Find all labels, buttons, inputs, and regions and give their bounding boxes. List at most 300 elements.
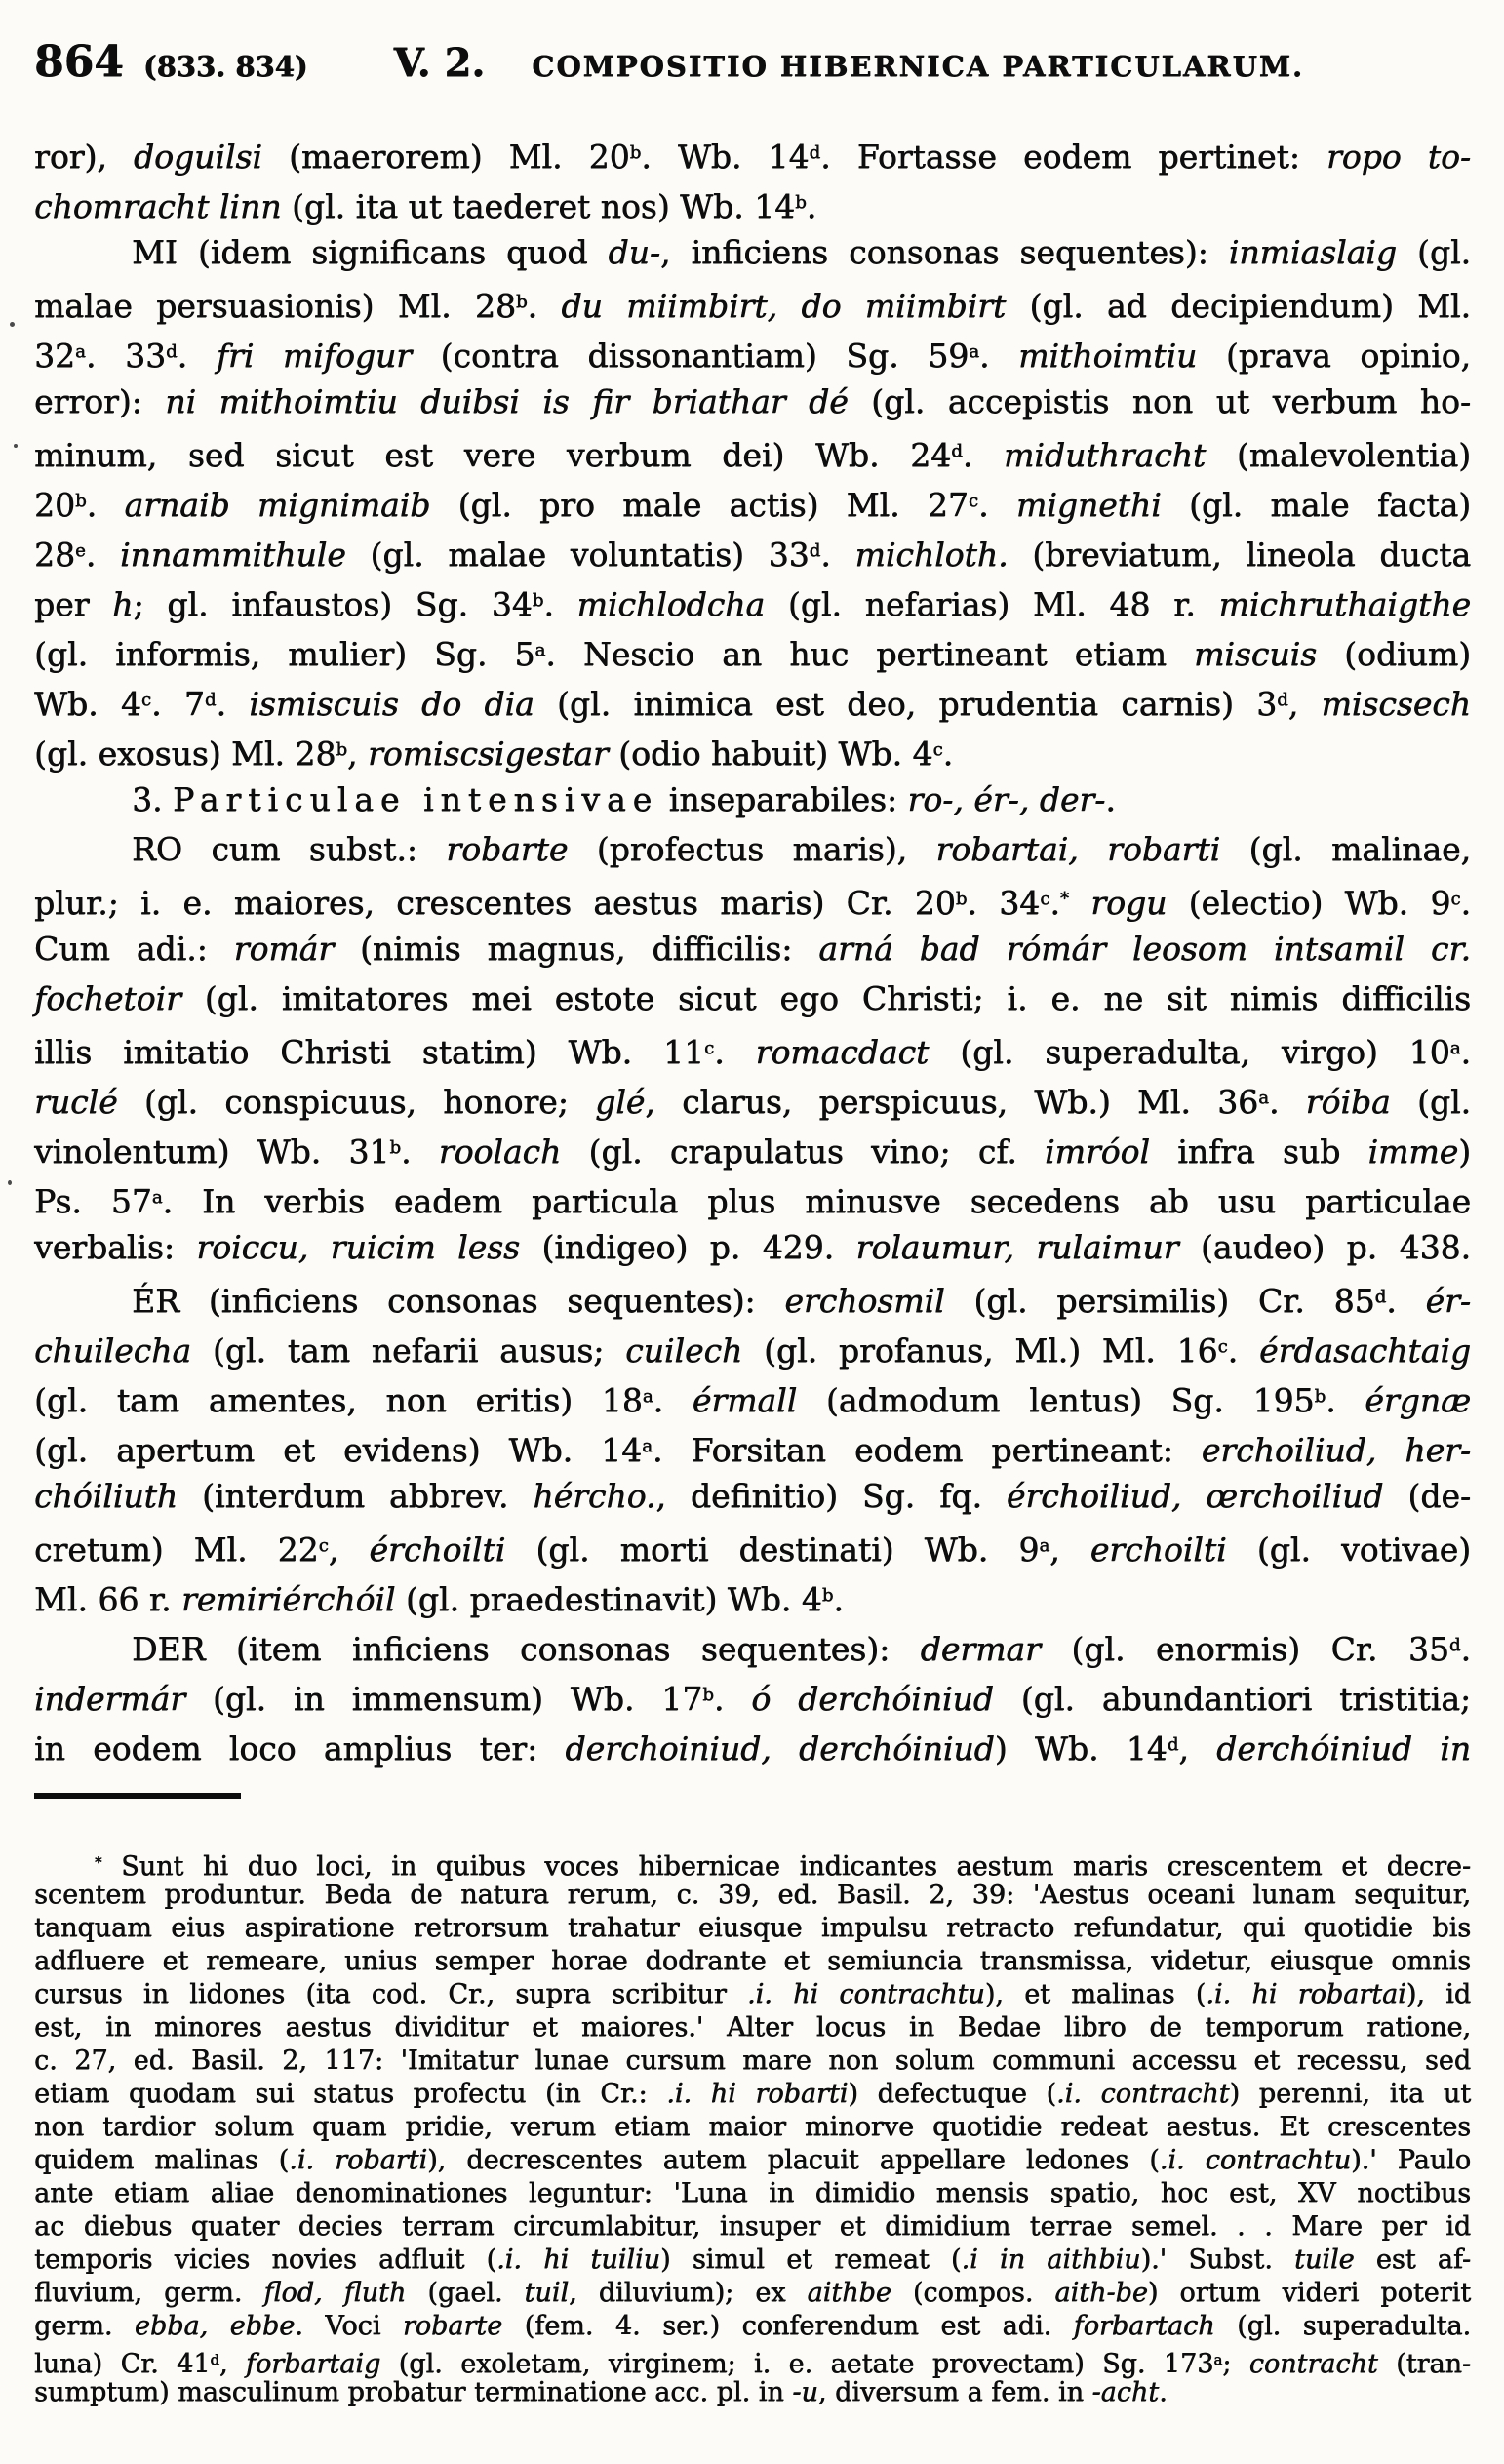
footnote-separator-rule bbox=[34, 1793, 241, 1799]
superscript-text: d bbox=[1167, 1734, 1179, 1755]
superscript-text: d bbox=[210, 2351, 219, 2368]
text-segment: (breviatum, lineola ducta bbox=[1008, 535, 1472, 574]
text-line bbox=[34, 725, 1471, 775]
text-segment: Ml. 66 r. bbox=[34, 1579, 181, 1618]
text-segment: (gl. nefarias) Ml. 48 r. bbox=[765, 584, 1219, 623]
main-text-block bbox=[34, 128, 1471, 1769]
italic-irish-word: imróol bbox=[1044, 1132, 1150, 1171]
text-segment: ) simul et remeat ( bbox=[659, 2245, 962, 2275]
text-segment: (gl. apertum et evidens) Wb. 14 bbox=[34, 1430, 643, 1469]
text-segment: . bbox=[543, 584, 577, 623]
text-segment: 32 bbox=[34, 336, 75, 375]
text-segment: (gl. inimica est deo, prudentia carnis) 3 bbox=[534, 684, 1278, 723]
text-line bbox=[34, 178, 1471, 227]
italic-irish-word: erchoilti bbox=[1089, 1530, 1227, 1569]
text-line bbox=[34, 476, 1471, 526]
text-segment: . bbox=[1460, 1032, 1471, 1071]
text-segment: (gl. votivae) bbox=[1226, 1530, 1472, 1569]
page-number: 864 bbox=[34, 37, 124, 87]
italic-irish-word: michloth. bbox=[854, 535, 1009, 574]
italic-irish-word: arnaib mignimaib bbox=[124, 485, 431, 524]
text-line bbox=[34, 2078, 1471, 2111]
italic-irish-word: érdasachtaig bbox=[1258, 1331, 1471, 1370]
text-segment: . bbox=[942, 734, 954, 773]
italic-irish-word: .i in aithbiu bbox=[961, 2245, 1141, 2275]
text-segment: ), id bbox=[1405, 1979, 1471, 2009]
italic-irish-word: .i. contracht bbox=[1056, 2079, 1230, 2109]
text-segment: (gl. exosus) Ml. 28 bbox=[34, 734, 336, 773]
text-segment: (gl. tam amentes, non eritis) 18 bbox=[34, 1380, 643, 1419]
text-segment: (gael. bbox=[406, 2278, 525, 2308]
text-segment: ) Wb. 14 bbox=[994, 1729, 1168, 1768]
superscript-text: * bbox=[95, 1853, 102, 1871]
text-segment: , bbox=[218, 2349, 246, 2380]
superscript-text: b bbox=[75, 491, 87, 511]
superscript-text: d bbox=[1448, 1635, 1461, 1655]
italic-irish-word: cuilech bbox=[625, 1331, 743, 1370]
italic-irish-word: érchoiliud, œrchoiliud bbox=[1006, 1477, 1384, 1515]
italic-irish-word: ismiscuis do dia bbox=[249, 684, 534, 723]
superscript-text: a bbox=[1449, 1038, 1461, 1058]
text-segment: infra sub bbox=[1149, 1132, 1368, 1171]
text-line bbox=[34, 675, 1471, 725]
italic-irish-word: roiccu, ruicim less bbox=[196, 1228, 520, 1266]
text-segment: , bbox=[1287, 684, 1322, 723]
italic-irish-word: forbartaig bbox=[245, 2349, 381, 2380]
text-segment: (gl. pro male actis) Ml. 27 bbox=[430, 485, 969, 524]
superscript-text: d bbox=[809, 142, 821, 163]
italic-irish-word: ro-, ér-, der- bbox=[907, 780, 1106, 818]
text-segment: etiam quodam sui status profectu (in Cr.: bbox=[34, 2079, 667, 2109]
column-reference: (833. 834) bbox=[142, 50, 308, 83]
italic-irish-word: miscuis bbox=[1194, 634, 1318, 673]
text-line bbox=[34, 2310, 1471, 2343]
superscript-text: d bbox=[951, 441, 963, 461]
text-segment: (gl. conspicuus, honore; bbox=[117, 1082, 596, 1121]
text-segment: . bbox=[1326, 1380, 1365, 1419]
text-segment: (gl. praedestinavit) Wb. 4 bbox=[395, 1579, 822, 1618]
text-segment: est, in minores aestus dividitur et maiores.' Alter locus in Bedae libro de temporum ratione, bbox=[34, 2012, 1471, 2043]
superscript-text: d bbox=[809, 540, 821, 561]
text-segment: . bbox=[1227, 1331, 1259, 1370]
text-segment: cursus in lidones (ita cod. Cr., supra scribitur bbox=[34, 1979, 747, 2009]
footnote-block bbox=[34, 1846, 1471, 2409]
italic-irish-word: h bbox=[112, 584, 134, 623]
text-segment: , definitio) Sg. fq. bbox=[655, 1477, 1007, 1515]
text-segment: ), decrescentes autem placuit appellare ledones ( bbox=[427, 2145, 1160, 2175]
italic-irish-word: -u bbox=[792, 2377, 818, 2407]
text-segment: tanquam eius aspiratione retrorsum trahatur eiusque impulsu retracto refundatur, qui quotidie bis bbox=[34, 1913, 1471, 1943]
text-segment: (fem. 4. ser.) conferendum est adi. bbox=[502, 2311, 1074, 2341]
text-segment: (profectus maris), bbox=[568, 830, 936, 868]
italic-irish-word: miscsech bbox=[1321, 684, 1471, 723]
text-segment: in eodem loco amplius ter: bbox=[34, 1729, 566, 1768]
text-segment: , bbox=[346, 734, 368, 773]
text-line bbox=[34, 824, 1471, 874]
text-line bbox=[34, 1945, 1471, 1978]
text-segment: 20 bbox=[34, 485, 75, 524]
text-segment: (nimis magnus, difficilis: bbox=[334, 930, 819, 968]
superscript-text: a bbox=[969, 341, 979, 362]
superscript-text: c bbox=[932, 739, 943, 760]
text-segment: . bbox=[216, 684, 250, 723]
text-segment: (contra dissonantiam) Sg. 59 bbox=[411, 336, 970, 375]
italic-irish-word: .i. hi robartai bbox=[1206, 1979, 1406, 2009]
italic-irish-word: tuile bbox=[1294, 2245, 1355, 2275]
text-segment: Sunt hi duo loci, in quibus voces hibernicae indicantes aestum maris crescentem et decre- bbox=[101, 1851, 1471, 1883]
italic-irish-word: romacdact bbox=[755, 1032, 930, 1071]
text-line bbox=[34, 924, 1471, 974]
text-segment: malae persuasionis) Ml. 28 bbox=[34, 286, 516, 325]
superscript-text: b bbox=[821, 1585, 834, 1606]
text-segment: (malevolentia) bbox=[1206, 435, 1471, 474]
italic-irish-word: michruthaigthe bbox=[1218, 584, 1472, 623]
italic-irish-word: .i. robarti bbox=[289, 2145, 428, 2175]
text-segment: , bbox=[328, 1530, 370, 1569]
text-segment: . Voci bbox=[295, 2311, 403, 2341]
superscript-text: b bbox=[1314, 1386, 1326, 1407]
text-line bbox=[34, 1322, 1471, 1371]
text-line bbox=[34, 1471, 1471, 1521]
italic-irish-word: ér- bbox=[1425, 1281, 1471, 1320]
running-title: COMPOSITIO HIBERNICA PARTICULARUM. bbox=[532, 50, 1304, 83]
superscript-text: c bbox=[1040, 889, 1050, 909]
superscript-text: c bbox=[1450, 889, 1461, 909]
text-segment: , bbox=[1178, 1729, 1217, 1768]
text-segment: . bbox=[820, 535, 855, 574]
text-segment: minum, sed sicut est vere verbum dei) Wb. 24 bbox=[34, 435, 952, 474]
text-line bbox=[34, 1720, 1471, 1769]
text-segment: . bbox=[1386, 1281, 1426, 1320]
text-line bbox=[34, 1272, 1471, 1322]
italic-irish-word: derchóiniud in bbox=[1216, 1729, 1471, 1768]
superscript-text: b bbox=[515, 292, 528, 312]
text-line bbox=[34, 2011, 1471, 2045]
text-line bbox=[34, 1521, 1471, 1570]
text-segment: ror), bbox=[34, 137, 134, 176]
superscript-text: a bbox=[642, 1386, 653, 1407]
scan-speck bbox=[14, 444, 18, 448]
italic-irish-word: ropo to- bbox=[1326, 137, 1471, 176]
superscript-text: c bbox=[140, 690, 152, 710]
text-segment: . bbox=[978, 485, 1016, 524]
text-line bbox=[34, 1371, 1471, 1421]
scan-speck bbox=[8, 1180, 12, 1185]
text-line bbox=[34, 227, 1471, 277]
text-line bbox=[34, 2111, 1471, 2144]
text-line bbox=[34, 128, 1471, 178]
text-segment: ).' Subst. bbox=[1140, 2245, 1295, 2275]
italic-irish-word: robarte bbox=[446, 830, 569, 868]
superscript-text: a bbox=[75, 341, 86, 362]
text-line bbox=[34, 2210, 1471, 2244]
italic-irish-word: hércho. bbox=[533, 1477, 656, 1515]
text-line bbox=[34, 1073, 1471, 1123]
text-segment: (odio habuit) Wb. 4 bbox=[608, 734, 933, 773]
text-segment: scentem produntur. Beda de natura rerum, c. 39, ed. Basil. 2, 39: 'Aestus oceani lunam sequitur, bbox=[34, 1880, 1471, 1910]
text-segment: (de- bbox=[1383, 1477, 1471, 1515]
text-line bbox=[34, 2376, 1471, 2409]
text-segment: Wb. 4 bbox=[34, 684, 141, 723]
text-segment: (gl. malae voluntatis) 33 bbox=[345, 535, 810, 574]
italic-irish-word: érchoilti bbox=[369, 1530, 506, 1569]
scan-speck bbox=[10, 322, 15, 327]
text-segment: . bbox=[806, 186, 817, 225]
text-segment: (gl. ad decipiendum) Ml. bbox=[1006, 286, 1471, 325]
text-segment: . bbox=[85, 535, 120, 574]
text-segment: . bbox=[833, 1579, 844, 1618]
text-line bbox=[34, 2045, 1471, 2078]
italic-irish-word: mignethi bbox=[1015, 485, 1162, 524]
text-segment: . Forsitan eodem pertineant: bbox=[652, 1430, 1202, 1469]
text-segment: (gl. superadulta, virgo) 10 bbox=[929, 1032, 1450, 1071]
text-segment: . bbox=[177, 336, 217, 375]
text-segment: ac diebus quater decies terram circumlabitur, insuper et dimidium terrae semel. . . Mare per id bbox=[34, 2211, 1471, 2242]
text-segment: (gl. tam nefarii ausus; bbox=[191, 1331, 626, 1370]
text-line bbox=[34, 277, 1471, 327]
text-line bbox=[34, 1912, 1471, 1945]
text-line bbox=[34, 1421, 1471, 1471]
text-segment: . bbox=[401, 1132, 439, 1171]
italic-irish-word: chóiliuth bbox=[34, 1477, 178, 1515]
text-line bbox=[34, 1846, 1471, 1883]
text-segment: (tran- bbox=[1377, 2349, 1472, 2380]
text-segment: (gl. informis, mulier) Sg. 5 bbox=[34, 634, 535, 673]
text-segment: (compos. bbox=[891, 2278, 1055, 2308]
text-segment: illis imitatio Christi statim) Wb. 11 bbox=[34, 1032, 704, 1071]
italic-irish-word: tuil bbox=[524, 2278, 570, 2308]
text-segment: . bbox=[714, 1032, 756, 1071]
page-header bbox=[34, 37, 1304, 87]
text-line bbox=[34, 1670, 1471, 1720]
text-segment: (gl. enormis) Cr. 35 bbox=[1040, 1629, 1449, 1668]
text-segment: . bbox=[653, 1380, 693, 1419]
italic-irish-word: .i. hi robarti bbox=[666, 2079, 849, 2109]
italic-irish-word: aith-be bbox=[1054, 2278, 1148, 2308]
italic-irish-word: aithbe bbox=[807, 2278, 891, 2308]
text-line bbox=[34, 1123, 1471, 1172]
text-segment: ; bbox=[1222, 2349, 1249, 2380]
italic-irish-word: du miimbirt, do miimbirt bbox=[561, 286, 1007, 325]
text-segment: (interdum abbrev. bbox=[178, 1477, 534, 1515]
text-segment: . bbox=[1460, 883, 1471, 922]
text-segment: . bbox=[1049, 883, 1060, 922]
text-segment: (odium) bbox=[1317, 634, 1471, 673]
text-segment: , diluvium); ex bbox=[569, 2278, 808, 2308]
text-line bbox=[34, 1172, 1471, 1222]
text-line bbox=[34, 2343, 1472, 2380]
text-segment: , bbox=[1049, 1530, 1090, 1569]
text-segment: (gl. malinae, bbox=[1220, 830, 1472, 868]
italic-irish-word: contracht bbox=[1248, 2349, 1378, 2380]
text-segment: quidem malinas ( bbox=[34, 2145, 290, 2175]
text-segment: (gl. exoletam, virginem; i. e. aetate provectam) Sg. 173 bbox=[380, 2349, 1214, 2380]
text-segment: ante etiam aliae denominationes leguntur: 'Luna in dimidio mensis spatio, hoc est, XV noctibus bbox=[34, 2178, 1471, 2208]
text-segment: ), et malinas ( bbox=[984, 1979, 1207, 2009]
text-segment: ) perenni, ita ut bbox=[1229, 2079, 1471, 2109]
text-segment: per bbox=[34, 584, 113, 623]
italic-irish-word: róiba bbox=[1305, 1082, 1391, 1121]
text-segment: (gl. superadulta. bbox=[1214, 2311, 1471, 2341]
text-segment: plur.; i. e. maiores, crescentes aestus maris) Cr. 20 bbox=[34, 883, 956, 922]
superscript-text: b bbox=[336, 739, 347, 760]
text-segment: . bbox=[86, 485, 125, 524]
superscript-text: a bbox=[534, 640, 546, 660]
italic-irish-word: .i. hi contrachtu bbox=[746, 1979, 985, 2009]
text-segment: , clarus, perspicuus, Wb.) Ml. 36 bbox=[645, 1082, 1259, 1121]
superscript-text: a bbox=[642, 1436, 653, 1456]
text-segment: . Fortasse eodem pertinet: bbox=[820, 137, 1326, 176]
superscript-text: a bbox=[151, 1187, 163, 1208]
text-segment: DER (item inficiens consonas sequentes): bbox=[132, 1629, 921, 1668]
text-segment: ).' Paulo bbox=[1351, 2145, 1471, 2175]
superscript-text: d bbox=[1277, 690, 1288, 710]
text-segment: RO cum subst.: bbox=[132, 830, 447, 868]
text-segment: adfluere et remeare, unius semper horae dodrante et semiuncia transmissa, videtur, eiusque omnis bbox=[34, 1946, 1471, 1976]
text-segment: (gl. bbox=[1390, 1082, 1471, 1121]
superscript-text: b bbox=[532, 590, 544, 611]
text-segment: est af- bbox=[1354, 2245, 1472, 2275]
text-segment: (gl. abundantiori tristitia; bbox=[993, 1679, 1471, 1718]
text-segment: sumptum) masculinum probatur terminatione acc. pl. in bbox=[34, 2377, 793, 2407]
superscript-text: a bbox=[1213, 2351, 1223, 2368]
text-segment: . bbox=[527, 286, 562, 325]
superscript-text: d bbox=[204, 690, 217, 710]
text-segment: Cum adi.: bbox=[34, 930, 234, 968]
text-line bbox=[34, 2244, 1471, 2277]
text-segment: 28 bbox=[34, 535, 75, 574]
text-segment: luna) Cr. 41 bbox=[34, 2349, 211, 2380]
superscript-text: b bbox=[955, 889, 968, 909]
italic-irish-word: imme bbox=[1367, 1132, 1459, 1171]
italic-irish-word: ni mithoimtiu duibsi is fir briathar dé bbox=[165, 382, 849, 420]
text-segment: ; gl. infaustos) Sg. 34 bbox=[133, 584, 533, 623]
text-segment: ) defectuque ( bbox=[848, 2079, 1056, 2109]
text-segment: vinolentum) Wb. 31 bbox=[34, 1132, 390, 1171]
italic-irish-word: robartai, robarti bbox=[935, 830, 1221, 868]
text-segment: 3. bbox=[132, 780, 173, 818]
italic-irish-word: romár bbox=[233, 930, 335, 968]
text-line bbox=[34, 625, 1471, 675]
italic-irish-word: robarte bbox=[402, 2311, 503, 2341]
text-segment: . Nescio an huc pertineant etiam bbox=[545, 634, 1195, 673]
text-line bbox=[34, 874, 1471, 924]
text-segment: . bbox=[1159, 2377, 1168, 2407]
italic-irish-word: remiriérchóil bbox=[180, 1579, 396, 1618]
text-segment: (gl. male facta) bbox=[1161, 485, 1472, 524]
italic-irish-word: -acht bbox=[1091, 2377, 1160, 2407]
text-line bbox=[34, 1620, 1471, 1670]
text-segment: . bbox=[713, 1679, 752, 1718]
text-segment bbox=[1069, 884, 1090, 922]
text-segment: . In verbis eadem particula plus minusve secedens ab usu particulae bbox=[162, 1181, 1471, 1220]
text-segment: . 7 bbox=[151, 684, 205, 723]
italic-irish-word: roolach bbox=[438, 1132, 562, 1171]
text-segment: . 33 bbox=[85, 336, 166, 375]
text-segment: (gl. crapulatus vino; cf. bbox=[561, 1132, 1045, 1171]
italic-irish-word: fochetoir bbox=[34, 979, 181, 1017]
superscript-text: e bbox=[75, 540, 86, 561]
text-segment: (gl. in immensum) Wb. 17 bbox=[184, 1679, 703, 1718]
superscript-text: * bbox=[1059, 889, 1069, 909]
text-segment: Ps. 57 bbox=[34, 1181, 152, 1220]
text-segment: MI (idem significans quod bbox=[132, 233, 609, 271]
text-segment: non tardior solum quam pridie, verum etiam maior minorve quotidie redeat aestus. Et crescentes bbox=[34, 2112, 1471, 2142]
italic-irish-word: ruclé bbox=[34, 1082, 118, 1121]
text-segment: inseparabiles: bbox=[658, 780, 908, 818]
text-segment: (gl. bbox=[1396, 233, 1471, 271]
italic-irish-word: innammithule bbox=[120, 535, 346, 574]
superscript-text: b bbox=[629, 142, 642, 163]
italic-irish-word: ó derchóiniud bbox=[751, 1679, 994, 1718]
superscript-text: c bbox=[703, 1038, 715, 1058]
superscript-text: a bbox=[1258, 1088, 1269, 1108]
italic-irish-word: erchosmil bbox=[784, 1281, 945, 1320]
italic-irish-word: chuilecha bbox=[34, 1331, 192, 1370]
italic-irish-word: érgnæ bbox=[1365, 1380, 1471, 1419]
text-line bbox=[34, 974, 1471, 1023]
text-segment: . Wb. 14 bbox=[641, 137, 810, 176]
text-segment: (admodum lentus) Sg. 195 bbox=[797, 1380, 1315, 1419]
text-segment: (gl. profanus, Ml.) Ml. 16 bbox=[742, 1331, 1218, 1370]
text-line bbox=[34, 426, 1471, 476]
text-segment: , diversum a fem. in bbox=[817, 2377, 1092, 2407]
text-segment: (maerorem) Ml. 20 bbox=[261, 137, 630, 176]
text-segment: c. 27, ed. Basil. 2, 117: 'Imitatur lunae cursum mare non solum communi accessu et recessu, sed bbox=[34, 2046, 1471, 2076]
text-segment: ÉR (inficiens consonas sequentes): bbox=[132, 1281, 785, 1320]
italic-irish-word: inmiaslaig bbox=[1228, 233, 1397, 271]
text-line bbox=[34, 775, 1471, 824]
italic-irish-word: rogu bbox=[1090, 883, 1168, 922]
italic-irish-word: fri mifogur bbox=[216, 336, 412, 375]
superscript-text: a bbox=[1039, 1535, 1050, 1556]
italic-irish-word: michlodcha bbox=[576, 584, 766, 623]
italic-irish-word: dermar bbox=[920, 1629, 1041, 1668]
italic-irish-word: chomracht linn bbox=[34, 186, 282, 225]
italic-irish-word: forbartach bbox=[1073, 2311, 1215, 2341]
italic-irish-word: miduthracht bbox=[1003, 435, 1207, 474]
text-segment: ) bbox=[1458, 1132, 1471, 1171]
superscript-text: d bbox=[165, 341, 178, 362]
text-segment: (gl. accepistis non ut verbum ho- bbox=[848, 382, 1471, 420]
text-segment: verbalis: bbox=[34, 1228, 197, 1266]
superscript-text: b bbox=[702, 1685, 714, 1705]
text-line bbox=[34, 526, 1471, 576]
italic-irish-word: arná bad rómár leosom intsamil cr. bbox=[818, 930, 1471, 968]
text-segment: fluvium, germ. bbox=[34, 2278, 264, 2308]
italic-irish-word: glé bbox=[595, 1082, 646, 1121]
text-segment: temporis vicies novies adfluit ( bbox=[34, 2245, 497, 2275]
text-segment: (audeo) p. 438. bbox=[1178, 1228, 1471, 1266]
italic-irish-word: .i. contrachtu bbox=[1159, 2145, 1352, 2175]
italic-irish-word: romiscsigestar bbox=[367, 734, 609, 773]
text-segment: (gl. persimilis) Cr. 85 bbox=[944, 1281, 1375, 1320]
italic-irish-word: erchoiliud, her- bbox=[1201, 1430, 1471, 1469]
text-line bbox=[34, 1222, 1471, 1272]
superscript-text: b bbox=[389, 1137, 401, 1158]
superscript-text: b bbox=[795, 192, 807, 213]
text-segment: Particulae intensivae bbox=[172, 780, 659, 818]
italic-irish-word: .i. hi tuiliu bbox=[496, 2245, 660, 2275]
text-line bbox=[34, 2277, 1471, 2310]
superscript-text: c bbox=[1217, 1336, 1228, 1357]
text-segment: . 34 bbox=[967, 883, 1041, 922]
italic-irish-word: derchoiniud, derchóiniud bbox=[565, 1729, 995, 1768]
text-line bbox=[34, 1879, 1471, 1912]
text-segment: . bbox=[978, 336, 1019, 375]
text-segment: (prava opinio, bbox=[1197, 336, 1471, 375]
italic-irish-word: indermár bbox=[34, 1679, 185, 1718]
